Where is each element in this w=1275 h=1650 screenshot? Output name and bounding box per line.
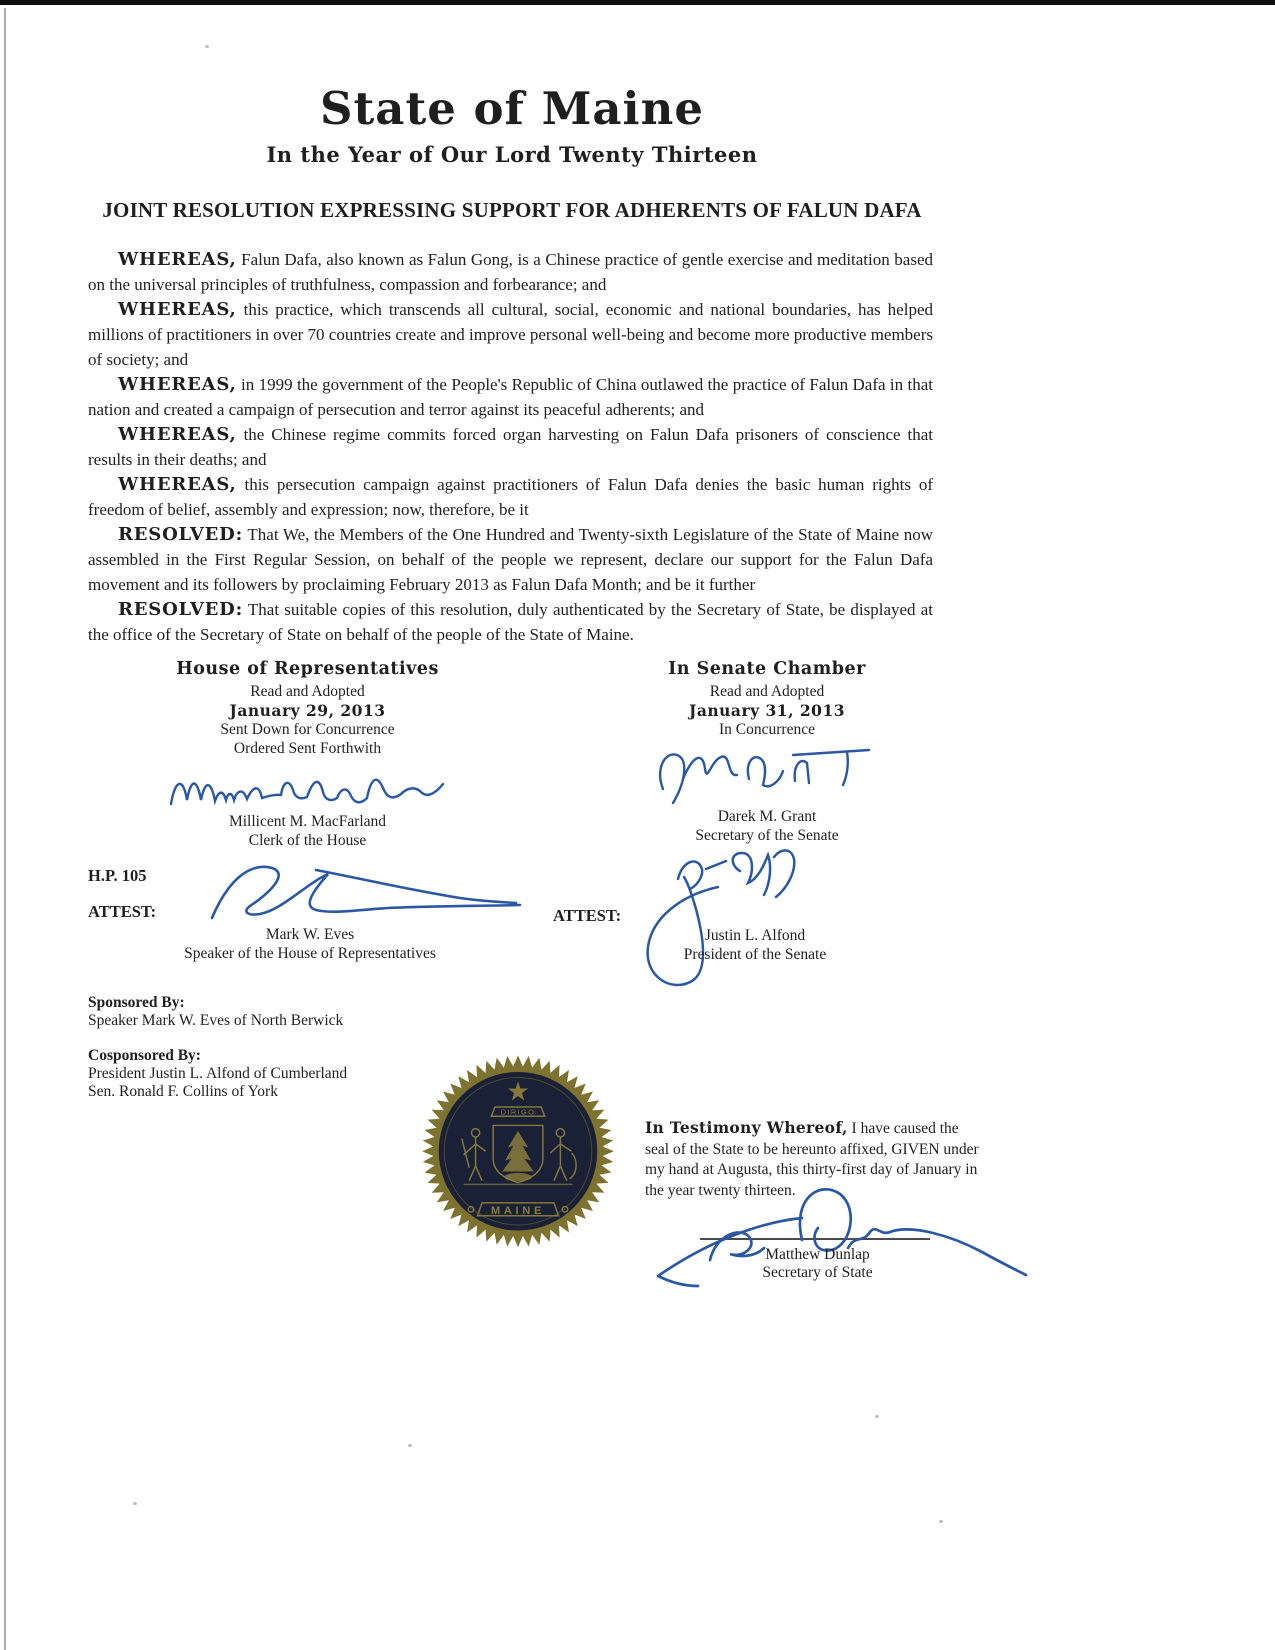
scan-speck xyxy=(939,1520,943,1523)
cosponsor-name: Sen. Ronald F. Collins of York xyxy=(88,1083,278,1100)
macfarland-signature xyxy=(165,760,451,812)
house-signer-name: Millicent M. MacFarland xyxy=(228,813,387,830)
house-adoption-block xyxy=(150,660,465,850)
attest-right-name: Justin L. Alfond xyxy=(704,927,806,944)
sponsored-by-name: Speaker Mark W. Eves of North Berwick xyxy=(88,1012,344,1029)
paragraph-lead: WHEREAS, xyxy=(118,249,237,270)
testimony-signer-title: Secretary of State xyxy=(762,1264,873,1281)
testimony-signer-name: Matthew Dunlap xyxy=(765,1246,870,1263)
scan-edge-left xyxy=(4,8,6,1650)
attest-label-left: ATTEST: xyxy=(88,902,157,921)
house-adoption-date: January 29, 2013 xyxy=(229,701,386,720)
eves-signature xyxy=(198,850,532,926)
sponsors-block xyxy=(88,994,347,1101)
paragraph-lead: WHEREAS, xyxy=(118,474,237,495)
scan-speck xyxy=(133,1502,137,1505)
attest-left-name: Mark W. Eves xyxy=(265,926,355,943)
paragraph-text: in 1999 the government of the People's Republic of China outlawed the practice of Falun Dafa in that nation and created a campaign of persecution and terror against its peaceful adherents; and xyxy=(88,375,933,419)
senate-signer-title: Secretary of the Senate xyxy=(695,827,839,844)
paragraph-text: That We, the Members of the One Hundred and Twenty-sixth Legislature of the State of Maine now assembled in the First Regular Session, on behalf of the people we represent, declare our support for the Falun Dafa movement and its followers by proclaiming February 2013 as Falun Dafa Month; and be it further xyxy=(88,525,933,594)
attest-left-title: Speaker of the House of Representatives xyxy=(184,945,436,962)
senate-adoption-block xyxy=(612,660,922,845)
paragraph-text: Falun Dafa, also known as Falun Gong, is a Chinese practice of gentle exercise and meditation based on the universal principles of truthfulness, compassion and forbearance; and xyxy=(88,250,933,294)
house-block-title: House of Representatives xyxy=(176,659,439,679)
paragraph-lead: RESOLVED: xyxy=(118,524,244,545)
paragraph-lead: WHEREAS, xyxy=(118,374,237,395)
senate-signer-name: Darek M. Grant xyxy=(717,808,817,825)
resolution-paragraph xyxy=(88,472,933,522)
scan-speck xyxy=(205,45,209,48)
resolution-title: JOINT RESOLUTION EXPRESSING SUPPORT FOR ADHERENTS OF FALUN DAFA xyxy=(102,198,922,222)
senate-read-adopted: Read and Adopted xyxy=(709,683,825,700)
hp-number: H.P. 105 xyxy=(88,866,147,885)
resolution-paragraph xyxy=(88,422,933,472)
paragraph-lead: WHEREAS, xyxy=(118,424,237,445)
cosponsor-name: President Justin L. Alfond of Cumberland xyxy=(88,1065,348,1082)
house-signer-title: Clerk of the House xyxy=(248,832,367,849)
paragraph-text: this practice, which transcends all cultural, social, economic and national boundaries, has helped millions of practitioners in over 70 countries create and improve personal well-being and become more productive members of society; and xyxy=(88,300,934,369)
paragraph-text: the Chinese regime commits forced organ harvesting on Falun Dafa prisoners of conscience that results in their deaths; and xyxy=(88,425,933,469)
resolution-paragraph xyxy=(88,247,933,297)
paragraph-text: That suitable copies of this resolution, duly authenticated by the Secretary of State, be displayed at the office of the Secretary of State on behalf of the people of the State of Maine. xyxy=(88,600,933,644)
seal-motto-text: DIRIGO xyxy=(500,1107,536,1117)
paragraph-lead: RESOLVED: xyxy=(118,599,244,620)
scan-speck xyxy=(408,1444,412,1447)
resolution-paragraph xyxy=(88,297,933,372)
seal-state-name: MAINE xyxy=(490,1204,546,1217)
scan-speck xyxy=(875,1415,879,1418)
resolution-paragraph xyxy=(88,372,933,422)
senate-block-title: In Senate Chamber xyxy=(668,659,866,679)
senate-concurrence-line: In Concurrence xyxy=(719,721,815,738)
document-header-year: In the Year of Our Lord Twenty Thirteen xyxy=(266,142,758,167)
testimony-lead: In Testimony Whereof, xyxy=(645,1118,848,1137)
house-concurrence-line: Sent Down for Concurrence xyxy=(220,721,395,738)
paragraph-text: this persecution campaign against practitioners of Falun Dafa denies the basic human rights of freedom of belief, assembly and expression; now, therefore, be it xyxy=(88,475,933,519)
resolution-paragraph xyxy=(88,522,933,597)
alfond-signature xyxy=(622,843,832,995)
cosponsor-list xyxy=(88,1065,347,1101)
state-seal xyxy=(407,1048,629,1260)
testimony-text: I have caused the seal of the State to be hereunto affixed, GIVEN under my hand at Augusta, this thirty-first day of January in the year twenty thirteen. xyxy=(645,1120,979,1199)
grant-signature xyxy=(647,741,887,807)
scan-edge-top xyxy=(0,0,1275,5)
seal-moose xyxy=(504,1173,532,1181)
sponsored-by-label: Sponsored By: xyxy=(88,994,185,1011)
cosponsored-by-label: Cosponsored By: xyxy=(88,1047,201,1064)
senate-adoption-date: January 31, 2013 xyxy=(688,701,846,720)
paragraph-lead: WHEREAS, xyxy=(118,299,237,320)
resolution-body xyxy=(88,247,933,647)
attest-right-title: President of the Senate xyxy=(683,946,827,963)
house-read-adopted: Read and Adopted xyxy=(250,683,365,700)
attest-label-right: ATTEST: xyxy=(553,906,622,925)
document-header-state: State of Maine xyxy=(320,82,704,135)
house-forthwith-line: Ordered Sent Forthwith xyxy=(233,740,382,757)
resolution-paragraph xyxy=(88,597,933,647)
